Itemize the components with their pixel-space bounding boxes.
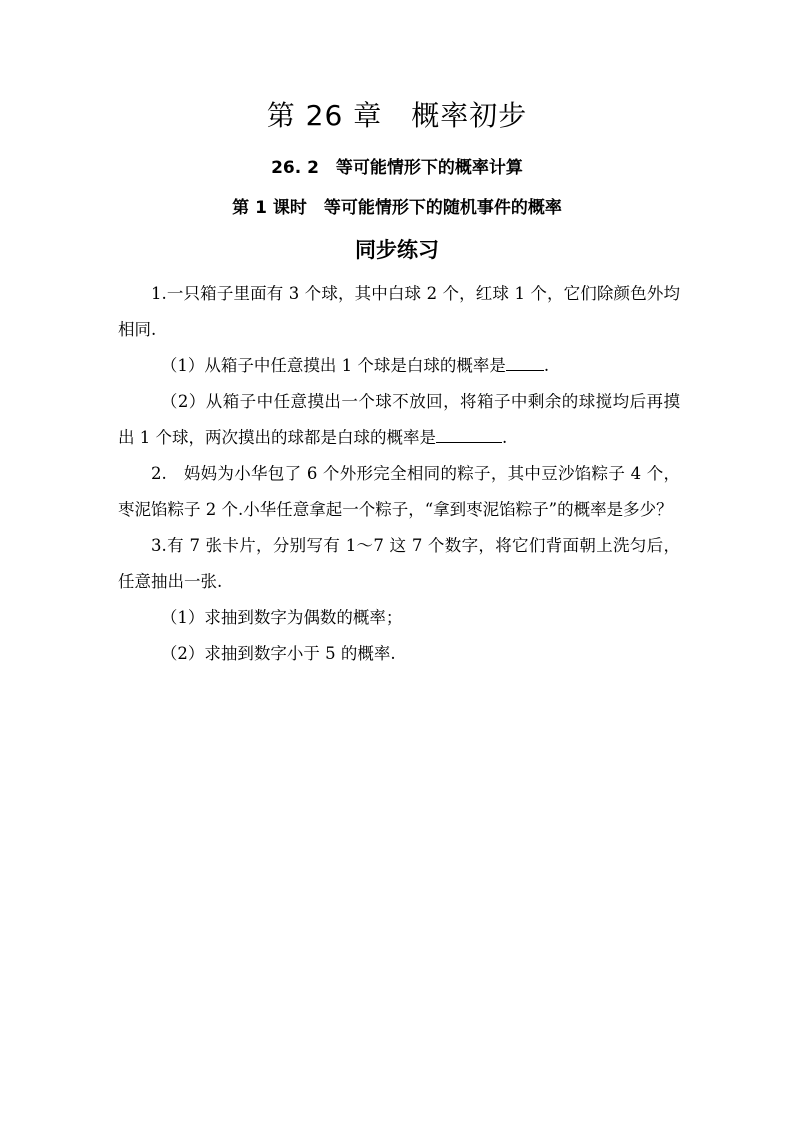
exercise-list (118, 276, 680, 672)
answer-blank-1[interactable] (506, 354, 544, 371)
question-1-part-1-text: （1）从箱子中任意摸出 1 个球是白球的概率是 (160, 356, 506, 375)
question-3-stem: 3.有 7 张卡片，分别写有 1～7 这 7 个数字，将它们背面朝上洗匀后，任意抽出一张. (118, 536, 680, 591)
question-1-part-2 (118, 384, 680, 456)
section-title: 26. 2 等可能情形下的概率计算 (271, 158, 523, 178)
question-1-part-1-end: . (543, 356, 550, 375)
practice-title: 同步练习 (355, 238, 439, 262)
lesson-title: 第 1 课时 等可能情形下的随机事件的概率 (232, 198, 562, 218)
question-1-stem: 1.一只箱子里面有 3 个球，其中白球 2 个，红球 1 个，它们除颜色外均相同. (118, 284, 680, 339)
chapter-title: 第 26 章 概率初步 (266, 99, 528, 132)
question-1-part-2-end: . (502, 428, 508, 447)
question-1-part-2-text: （2）从箱子中任意摸出一个球不放回，将箱子中剩余的球搅均后再摸出 1 个球，两次摸出的球都是白球的概率是 (118, 392, 680, 447)
question-2: 2. 妈妈为小华包了 6 个外形完全相同的粽子，其中豆沙馅粽子 4 个，枣泥馅粽子 2 个.小华任意拿起一个粽子，“拿到枣泥馅粽子”的概率是多少？ (118, 464, 680, 519)
question-1-part-1 (118, 348, 680, 384)
question-3-part-2: （2）求抽到数字小于 5 的概率. (160, 644, 396, 663)
answer-blank-2[interactable] (436, 426, 502, 443)
question-3-part-1: （1）求抽到数字为偶数的概率； (160, 608, 403, 627)
